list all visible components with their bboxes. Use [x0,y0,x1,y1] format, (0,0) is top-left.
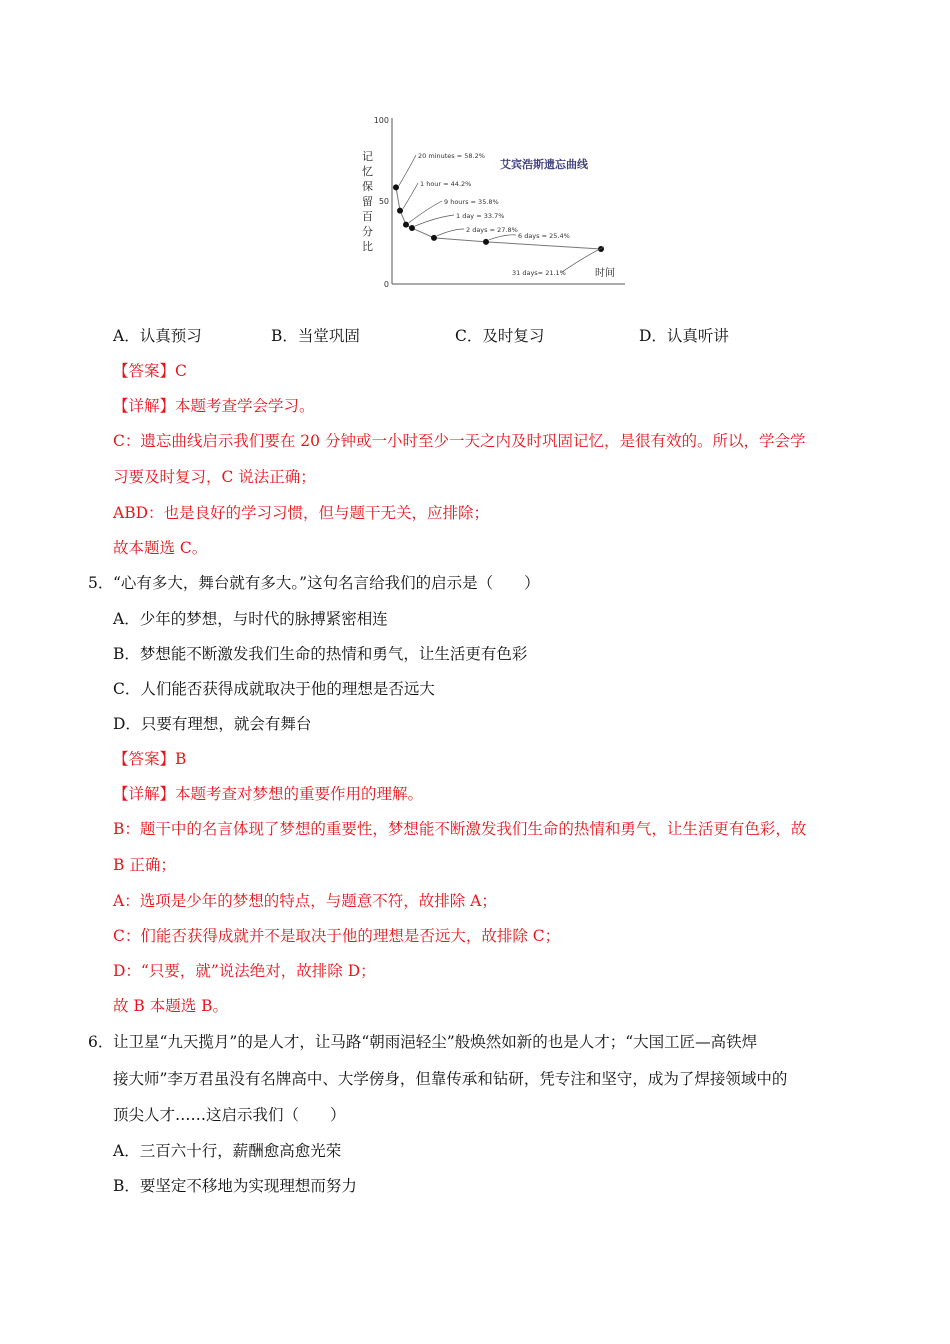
annotation-arrow [437,229,464,236]
data-label: 1 day = 33.7% [456,212,505,220]
q6-stem-line: 让卫星“九天揽月”的是人才，让马路“朝雨浥轻尘”般焕然如新的也是人才；“大国工匠—高铁焊 [113,1033,758,1051]
data-label: 1 hour = 44.2% [420,180,472,188]
y-tick-label: 0 [383,280,389,289]
chart-title: 艾宾浩斯遗忘曲线 [500,158,588,171]
data-point [403,222,409,228]
q4-detail-line: C：遗忘曲线启示我们要在 20 分钟或一小时至少一天之内及时巩固记忆，是很有效的。所以，学会学 [113,432,806,450]
annotation-arrow [399,155,416,185]
data-point [483,239,489,245]
q5-detail-line: D：“只要，就”说法绝对，故排除 D； [113,962,376,980]
data-label: 2 days = 27.8% [466,226,518,234]
data-label: 20 minutes = 58.2% [418,152,485,160]
q5-option-b: B．梦想能不断激发我们生命的热情和勇气，让生活更有色彩 [113,645,528,663]
q5-detail-line: A：选项是少年的梦想的特点，与题意不符，故排除 A； [113,892,497,910]
annotation-arrow [489,235,516,240]
q4-detail-line: ABD：也是良好的学习习惯，但与题干无关，应排除； [113,504,490,522]
data-point [431,235,437,241]
q5-option-c: C．人们能否获得成就取决于他的理想是否远大 [113,680,435,698]
q4-option-b: B．当堂巩固 [271,327,360,345]
q5-detail-line: 故 B 本题选 B。 [113,997,229,1015]
data-point [393,184,399,190]
q6-stem-line: 顶尖人才……这启示我们（ ） [113,1106,346,1124]
q4-answer: 【答案】C [113,362,187,380]
data-label: 6 days = 25.4% [518,232,570,240]
x-axis-label: 时间 [595,268,615,279]
q4-option-d: D．认真听讲 [639,327,729,345]
q6-option-b: B．要坚定不移地为实现理想而努力 [113,1177,357,1195]
q4-detail-line: 习要及时复习，C 说法正确； [113,468,316,486]
q5-number: 5． [88,574,114,592]
q5-option-a: A．少年的梦想，与时代的脉搏紧密相连 [113,610,388,628]
q4-option-a: A．认真预习 [113,327,202,345]
q4-detail-line: 故本题选 C。 [113,539,208,557]
q4-detail-title: 【详解】本题考查学会学习。 [113,397,315,415]
q5-detail-line: B 正确； [113,856,176,874]
forgetting-curve-chart [340,108,630,298]
q4-option-c: C．及时复习 [455,327,545,345]
annotation-arrow [409,201,442,223]
annotation-arrow [415,215,454,226]
annotation-arrow [403,183,418,209]
data-point [598,246,604,252]
q6-number: 6． [88,1033,114,1051]
y-axis-label: 记忆保留百分比 [362,150,373,253]
chart-svg [340,108,630,298]
q5-detail-line: C：们能否获得成就并不是取决于他的理想是否远大，故排除 C； [113,927,561,945]
q6-option-a: A．三百六十行，薪酬愈高愈光荣 [113,1142,342,1160]
y-tick-label: 100 [373,116,389,125]
data-label: 31 days= 21.1% [512,269,566,277]
q5-stem: “心有多大，舞台就有多大。”这句名言给我们的启示是（ ） [113,574,540,592]
y-tick-label: 50 [378,197,389,206]
q5-answer: 【答案】B [113,750,187,768]
q6-stem-line: 接大师”李万君虽没有名牌高中、大学傍身，但靠传承和钻研，凭专注和坚守，成为了焊接领域中的 [113,1070,788,1088]
data-point [397,208,403,214]
data-point [409,225,415,231]
q5-detail-line: B：题干中的名言体现了梦想的重要性，梦想能不断激发我们生命的热情和勇气，让生活更有色彩，故 [113,820,807,838]
q5-option-d: D．只要有理想，就会有舞台 [113,715,312,733]
data-label: 9 hours = 35.8% [444,198,499,206]
q5-detail-title: 【详解】本题考查对梦想的重要作用的理解。 [113,785,424,803]
